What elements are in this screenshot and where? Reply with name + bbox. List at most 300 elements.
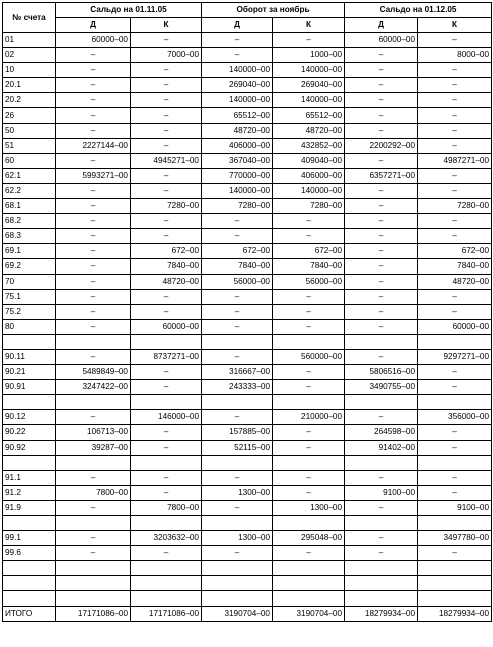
account-cell: 91.2 bbox=[3, 485, 56, 500]
turnover-credit-cell: 140000–00 bbox=[273, 183, 345, 198]
table-body bbox=[3, 33, 492, 622]
turnover-debit-cell: – bbox=[202, 48, 273, 63]
table-row bbox=[3, 410, 492, 425]
closing-debit-cell: – bbox=[345, 93, 418, 108]
opening-debit-cell bbox=[56, 334, 131, 349]
opening-debit-cell: – bbox=[56, 214, 131, 229]
closing-credit-cell: 60000–00 bbox=[418, 319, 492, 334]
table-row bbox=[3, 153, 492, 168]
opening-debit-cell: 60000–00 bbox=[56, 33, 131, 48]
opening-debit-cell: 17171086–00 bbox=[56, 606, 131, 621]
closing-credit-cell: 7280–00 bbox=[418, 199, 492, 214]
table-row bbox=[3, 78, 492, 93]
closing-credit-cell: – bbox=[418, 485, 492, 500]
opening-debit-cell: – bbox=[56, 410, 131, 425]
table-row bbox=[3, 425, 492, 440]
opening-credit-cell: – bbox=[131, 289, 202, 304]
closing-debit-cell: 6357271–00 bbox=[345, 168, 418, 183]
account-cell: 68.2 bbox=[3, 214, 56, 229]
closing-balance-header: Сальдо на 01.12.05 bbox=[345, 3, 492, 18]
closing-debit-cell: – bbox=[345, 153, 418, 168]
table-row bbox=[3, 259, 492, 274]
closing-debit-cell: – bbox=[345, 244, 418, 259]
opening-credit-cell: – bbox=[131, 78, 202, 93]
turnover-debit-cell: 52115–00 bbox=[202, 440, 273, 455]
debit-header: Д bbox=[56, 18, 131, 33]
closing-credit-cell: – bbox=[418, 470, 492, 485]
opening-credit-cell: – bbox=[131, 168, 202, 183]
opening-debit-cell: – bbox=[56, 470, 131, 485]
account-cell: 69.2 bbox=[3, 259, 56, 274]
account-cell: 90.12 bbox=[3, 410, 56, 425]
closing-credit-cell: – bbox=[418, 183, 492, 198]
opening-credit-cell: – bbox=[131, 214, 202, 229]
closing-credit-cell: – bbox=[418, 546, 492, 561]
opening-debit-cell bbox=[56, 576, 131, 591]
opening-balance-header: Сальдо на 01.11.05 bbox=[56, 3, 202, 18]
account-cell: 20.2 bbox=[3, 93, 56, 108]
closing-credit-cell bbox=[418, 576, 492, 591]
turnover-debit-cell: 140000–00 bbox=[202, 63, 273, 78]
turnover-debit-cell: 48720–00 bbox=[202, 123, 273, 138]
opening-credit-cell bbox=[131, 455, 202, 470]
turnover-credit-cell bbox=[273, 455, 345, 470]
account-cell bbox=[3, 334, 56, 349]
opening-credit-cell bbox=[131, 395, 202, 410]
table-row bbox=[3, 63, 492, 78]
opening-debit-cell: – bbox=[56, 274, 131, 289]
closing-debit-cell: 91402–00 bbox=[345, 440, 418, 455]
turnover-credit-cell: – bbox=[273, 365, 345, 380]
table-row bbox=[3, 138, 492, 153]
turnover-debit-cell: – bbox=[202, 289, 273, 304]
closing-debit-cell: – bbox=[345, 274, 418, 289]
closing-credit-cell: – bbox=[418, 380, 492, 395]
turnover-credit-cell: 3190704–00 bbox=[273, 606, 345, 621]
table-row bbox=[3, 48, 492, 63]
opening-debit-cell: – bbox=[56, 108, 131, 123]
closing-credit-cell bbox=[418, 591, 492, 606]
closing-credit-cell: 672–00 bbox=[418, 244, 492, 259]
account-cell: 68.3 bbox=[3, 229, 56, 244]
account-cell bbox=[3, 455, 56, 470]
turnover-debit-cell: 3190704–00 bbox=[202, 606, 273, 621]
turnover-credit-cell bbox=[273, 334, 345, 349]
closing-debit-cell: 5806516–00 bbox=[345, 365, 418, 380]
opening-credit-cell: – bbox=[131, 485, 202, 500]
opening-credit-cell: 4945271–00 bbox=[131, 153, 202, 168]
turnover-debit-cell bbox=[202, 516, 273, 531]
blank-row bbox=[3, 591, 492, 606]
balance-sheet-table bbox=[2, 2, 492, 622]
opening-debit-cell: – bbox=[56, 78, 131, 93]
table-row bbox=[3, 470, 492, 485]
turnover-credit-cell: 560000–00 bbox=[273, 349, 345, 364]
opening-debit-cell: – bbox=[56, 500, 131, 515]
turnover-debit-cell: 157885–00 bbox=[202, 425, 273, 440]
turnover-credit-cell: – bbox=[273, 425, 345, 440]
account-cell: 26 bbox=[3, 108, 56, 123]
turnover-credit-cell: – bbox=[273, 289, 345, 304]
closing-credit-cell: – bbox=[418, 229, 492, 244]
opening-credit-cell: – bbox=[131, 440, 202, 455]
turnover-header: Оборот за ноябрь bbox=[202, 3, 345, 18]
opening-debit-cell bbox=[56, 561, 131, 576]
turnover-debit-cell: – bbox=[202, 229, 273, 244]
table-row bbox=[3, 244, 492, 259]
account-cell: 90.11 bbox=[3, 349, 56, 364]
turnover-credit-cell: – bbox=[273, 440, 345, 455]
opening-credit-cell: 7000–00 bbox=[131, 48, 202, 63]
turnover-credit-cell bbox=[273, 516, 345, 531]
table-row bbox=[3, 319, 492, 334]
account-cell: 99.1 bbox=[3, 531, 56, 546]
closing-credit-cell: – bbox=[418, 425, 492, 440]
turnover-debit-cell: 1300–00 bbox=[202, 531, 273, 546]
opening-credit-cell bbox=[131, 561, 202, 576]
table-row bbox=[3, 183, 492, 198]
opening-credit-cell: – bbox=[131, 33, 202, 48]
opening-credit-cell: 60000–00 bbox=[131, 319, 202, 334]
account-cell: 60 bbox=[3, 153, 56, 168]
opening-credit-cell: – bbox=[131, 365, 202, 380]
opening-credit-cell: 7800–00 bbox=[131, 500, 202, 515]
opening-credit-cell: 7280–00 bbox=[131, 199, 202, 214]
turnover-credit-cell: 1300–00 bbox=[273, 500, 345, 515]
turnover-debit-cell: 672–00 bbox=[202, 244, 273, 259]
opening-debit-cell: 5489849–00 bbox=[56, 365, 131, 380]
opening-credit-cell: – bbox=[131, 138, 202, 153]
closing-debit-cell: 3490755–00 bbox=[345, 380, 418, 395]
closing-credit-cell: 48720–00 bbox=[418, 274, 492, 289]
turnover-credit-cell: – bbox=[273, 229, 345, 244]
closing-credit-cell: 356000–00 bbox=[418, 410, 492, 425]
blank-row bbox=[3, 395, 492, 410]
opening-credit-cell: – bbox=[131, 470, 202, 485]
account-cell: 70 bbox=[3, 274, 56, 289]
closing-debit-cell: 60000–00 bbox=[345, 33, 418, 48]
turnover-credit-cell: – bbox=[273, 304, 345, 319]
opening-debit-cell: – bbox=[56, 319, 131, 334]
turnover-credit-cell bbox=[273, 576, 345, 591]
turnover-debit-cell: 316667–00 bbox=[202, 365, 273, 380]
opening-credit-cell: – bbox=[131, 304, 202, 319]
table-row bbox=[3, 546, 492, 561]
opening-credit-cell: 8737271–00 bbox=[131, 349, 202, 364]
blank-row bbox=[3, 561, 492, 576]
account-cell: 69.1 bbox=[3, 244, 56, 259]
table-header bbox=[3, 3, 492, 33]
turnover-credit-cell: 65512–00 bbox=[273, 108, 345, 123]
turnover-debit-cell: – bbox=[202, 546, 273, 561]
table-row bbox=[3, 485, 492, 500]
account-cell: 01 bbox=[3, 33, 56, 48]
opening-credit-cell: 17171086–00 bbox=[131, 606, 202, 621]
blank-row bbox=[3, 516, 492, 531]
blank-row bbox=[3, 455, 492, 470]
turnover-debit-cell: 406000–00 bbox=[202, 138, 273, 153]
account-cell: ИТОГО bbox=[3, 606, 56, 621]
closing-credit-cell: – bbox=[418, 123, 492, 138]
turnover-credit-cell: 269040–00 bbox=[273, 78, 345, 93]
turnover-debit-cell: 7280–00 bbox=[202, 199, 273, 214]
turnover-debit-cell: 140000–00 bbox=[202, 93, 273, 108]
turnover-debit-cell: – bbox=[202, 304, 273, 319]
account-cell: 75.2 bbox=[3, 304, 56, 319]
closing-credit-cell: 3497780–00 bbox=[418, 531, 492, 546]
opening-debit-cell bbox=[56, 395, 131, 410]
opening-debit-cell: – bbox=[56, 304, 131, 319]
turnover-credit-cell bbox=[273, 591, 345, 606]
opening-credit-cell: – bbox=[131, 546, 202, 561]
closing-debit-cell bbox=[345, 576, 418, 591]
closing-debit-cell: – bbox=[345, 199, 418, 214]
opening-credit-cell: 48720–00 bbox=[131, 274, 202, 289]
account-cell: 68.1 bbox=[3, 199, 56, 214]
closing-debit-cell: 2200292–00 bbox=[345, 138, 418, 153]
opening-debit-cell: 3247422–00 bbox=[56, 380, 131, 395]
account-cell: 62.2 bbox=[3, 183, 56, 198]
closing-credit-cell: 9297271–00 bbox=[418, 349, 492, 364]
account-cell: 90.21 bbox=[3, 365, 56, 380]
closing-credit-cell: – bbox=[418, 63, 492, 78]
opening-credit-cell: 7840–00 bbox=[131, 259, 202, 274]
opening-credit-cell: – bbox=[131, 108, 202, 123]
table-row bbox=[3, 289, 492, 304]
turnover-debit-cell bbox=[202, 334, 273, 349]
table-row bbox=[3, 365, 492, 380]
closing-credit-cell: 4987271–00 bbox=[418, 153, 492, 168]
account-cell bbox=[3, 516, 56, 531]
account-cell: 90.92 bbox=[3, 440, 56, 455]
closing-debit-cell bbox=[345, 455, 418, 470]
turnover-credit-cell: 48720–00 bbox=[273, 123, 345, 138]
turnover-debit-cell: 269040–00 bbox=[202, 78, 273, 93]
closing-debit-cell: – bbox=[345, 78, 418, 93]
table-row bbox=[3, 108, 492, 123]
table-row bbox=[3, 93, 492, 108]
account-cell: 80 bbox=[3, 319, 56, 334]
closing-credit-cell: – bbox=[418, 168, 492, 183]
closing-credit-cell: 9100–00 bbox=[418, 500, 492, 515]
table-row bbox=[3, 33, 492, 48]
opening-debit-cell: – bbox=[56, 93, 131, 108]
turnover-credit-cell: – bbox=[273, 214, 345, 229]
closing-credit-cell bbox=[418, 455, 492, 470]
opening-debit-cell: – bbox=[56, 153, 131, 168]
opening-debit-cell: 106713–00 bbox=[56, 425, 131, 440]
table-row bbox=[3, 199, 492, 214]
opening-debit-cell: 39287–00 bbox=[56, 440, 131, 455]
closing-debit-cell: – bbox=[345, 304, 418, 319]
table-row bbox=[3, 380, 492, 395]
closing-credit-cell bbox=[418, 395, 492, 410]
account-number-header: № счета bbox=[3, 3, 56, 33]
credit-header: К bbox=[273, 18, 345, 33]
account-cell: 62.1 bbox=[3, 168, 56, 183]
blank-row bbox=[3, 334, 492, 349]
closing-debit-cell: – bbox=[345, 410, 418, 425]
turnover-credit-cell: 409040–00 bbox=[273, 153, 345, 168]
closing-debit-cell: – bbox=[345, 214, 418, 229]
closing-debit-cell: – bbox=[345, 319, 418, 334]
opening-credit-cell: – bbox=[131, 380, 202, 395]
header-row-sides bbox=[3, 18, 492, 33]
account-cell bbox=[3, 576, 56, 591]
turnover-credit-cell: – bbox=[273, 319, 345, 334]
closing-credit-cell: – bbox=[418, 33, 492, 48]
opening-credit-cell: – bbox=[131, 123, 202, 138]
account-cell: 02 bbox=[3, 48, 56, 63]
turnover-credit-cell: 672–00 bbox=[273, 244, 345, 259]
closing-debit-cell: – bbox=[345, 183, 418, 198]
opening-debit-cell: – bbox=[56, 531, 131, 546]
turnover-credit-cell: – bbox=[273, 470, 345, 485]
closing-debit-cell: – bbox=[345, 123, 418, 138]
closing-credit-cell bbox=[418, 334, 492, 349]
turnover-credit-cell: – bbox=[273, 485, 345, 500]
closing-credit-cell: 8000–00 bbox=[418, 48, 492, 63]
closing-debit-cell: – bbox=[345, 48, 418, 63]
table-row bbox=[3, 440, 492, 455]
turnover-debit-cell: 140000–00 bbox=[202, 183, 273, 198]
debit-header: Д bbox=[202, 18, 273, 33]
table-row bbox=[3, 304, 492, 319]
table-row bbox=[3, 349, 492, 364]
turnover-debit-cell: 56000–00 bbox=[202, 274, 273, 289]
turnover-debit-cell: – bbox=[202, 214, 273, 229]
opening-debit-cell: – bbox=[56, 229, 131, 244]
closing-debit-cell bbox=[345, 591, 418, 606]
closing-credit-cell bbox=[418, 516, 492, 531]
closing-debit-cell: – bbox=[345, 349, 418, 364]
turnover-credit-cell bbox=[273, 561, 345, 576]
turnover-debit-cell bbox=[202, 591, 273, 606]
closing-debit-cell: 9100–00 bbox=[345, 485, 418, 500]
opening-credit-cell: – bbox=[131, 93, 202, 108]
table-row bbox=[3, 274, 492, 289]
turnover-credit-cell: – bbox=[273, 33, 345, 48]
opening-credit-cell: 672–00 bbox=[131, 244, 202, 259]
table-row bbox=[3, 214, 492, 229]
debit-header: Д bbox=[345, 18, 418, 33]
account-cell bbox=[3, 591, 56, 606]
total-row bbox=[3, 606, 492, 621]
turnover-credit-cell: 7840–00 bbox=[273, 259, 345, 274]
header-row-groups bbox=[3, 3, 492, 18]
credit-header: К bbox=[418, 18, 492, 33]
closing-credit-cell: – bbox=[418, 365, 492, 380]
closing-credit-cell: – bbox=[418, 214, 492, 229]
closing-debit-cell: – bbox=[345, 470, 418, 485]
table-row bbox=[3, 531, 492, 546]
turnover-debit-cell bbox=[202, 395, 273, 410]
turnover-debit-cell: 243333–00 bbox=[202, 380, 273, 395]
closing-credit-cell: – bbox=[418, 78, 492, 93]
closing-debit-cell: – bbox=[345, 500, 418, 515]
opening-credit-cell: – bbox=[131, 425, 202, 440]
table-row bbox=[3, 500, 492, 515]
turnover-credit-cell: 140000–00 bbox=[273, 93, 345, 108]
blank-row bbox=[3, 576, 492, 591]
turnover-debit-cell bbox=[202, 561, 273, 576]
turnover-credit-cell: 210000–00 bbox=[273, 410, 345, 425]
opening-debit-cell: 7800–00 bbox=[56, 485, 131, 500]
account-cell: 90.91 bbox=[3, 380, 56, 395]
closing-debit-cell: – bbox=[345, 259, 418, 274]
opening-debit-cell bbox=[56, 591, 131, 606]
table-row bbox=[3, 168, 492, 183]
opening-debit-cell: – bbox=[56, 123, 131, 138]
opening-credit-cell bbox=[131, 591, 202, 606]
opening-debit-cell: – bbox=[56, 259, 131, 274]
opening-credit-cell bbox=[131, 516, 202, 531]
turnover-debit-cell: 65512–00 bbox=[202, 108, 273, 123]
account-cell bbox=[3, 395, 56, 410]
opening-credit-cell: 146000–00 bbox=[131, 410, 202, 425]
closing-debit-cell bbox=[345, 395, 418, 410]
turnover-debit-cell: – bbox=[202, 349, 273, 364]
opening-debit-cell: – bbox=[56, 244, 131, 259]
opening-credit-cell: – bbox=[131, 229, 202, 244]
closing-credit-cell: – bbox=[418, 138, 492, 153]
opening-credit-cell bbox=[131, 576, 202, 591]
closing-credit-cell: – bbox=[418, 108, 492, 123]
turnover-debit-cell: – bbox=[202, 500, 273, 515]
closing-credit-cell: 18279934–00 bbox=[418, 606, 492, 621]
turnover-debit-cell: – bbox=[202, 470, 273, 485]
turnover-debit-cell: 367040–00 bbox=[202, 153, 273, 168]
opening-debit-cell: – bbox=[56, 48, 131, 63]
account-cell: 90.22 bbox=[3, 425, 56, 440]
turnover-credit-cell: 406000–00 bbox=[273, 168, 345, 183]
turnover-credit-cell: 7280–00 bbox=[273, 199, 345, 214]
closing-debit-cell: 264598–00 bbox=[345, 425, 418, 440]
account-cell: 99.6 bbox=[3, 546, 56, 561]
closing-debit-cell: – bbox=[345, 546, 418, 561]
closing-debit-cell: – bbox=[345, 108, 418, 123]
opening-debit-cell: – bbox=[56, 199, 131, 214]
turnover-credit-cell: 56000–00 bbox=[273, 274, 345, 289]
opening-debit-cell: – bbox=[56, 289, 131, 304]
opening-debit-cell: – bbox=[56, 183, 131, 198]
account-cell: 91.9 bbox=[3, 500, 56, 515]
table-row bbox=[3, 229, 492, 244]
account-cell: 50 bbox=[3, 123, 56, 138]
opening-debit-cell: 5993271–00 bbox=[56, 168, 131, 183]
turnover-debit-cell bbox=[202, 576, 273, 591]
opening-debit-cell: 2227144–00 bbox=[56, 138, 131, 153]
turnover-debit-cell bbox=[202, 455, 273, 470]
turnover-credit-cell: – bbox=[273, 380, 345, 395]
opening-credit-cell: 3203632–00 bbox=[131, 531, 202, 546]
turnover-debit-cell: 7840–00 bbox=[202, 259, 273, 274]
opening-debit-cell bbox=[56, 455, 131, 470]
turnover-debit-cell: 1300–00 bbox=[202, 485, 273, 500]
account-cell: 75.1 bbox=[3, 289, 56, 304]
credit-header: К bbox=[131, 18, 202, 33]
closing-credit-cell: – bbox=[418, 440, 492, 455]
closing-debit-cell bbox=[345, 561, 418, 576]
closing-debit-cell: – bbox=[345, 531, 418, 546]
opening-debit-cell: – bbox=[56, 63, 131, 78]
opening-debit-cell: – bbox=[56, 349, 131, 364]
turnover-credit-cell: 295048–00 bbox=[273, 531, 345, 546]
table-row bbox=[3, 123, 492, 138]
closing-credit-cell: – bbox=[418, 304, 492, 319]
closing-credit-cell: – bbox=[418, 289, 492, 304]
account-cell bbox=[3, 561, 56, 576]
